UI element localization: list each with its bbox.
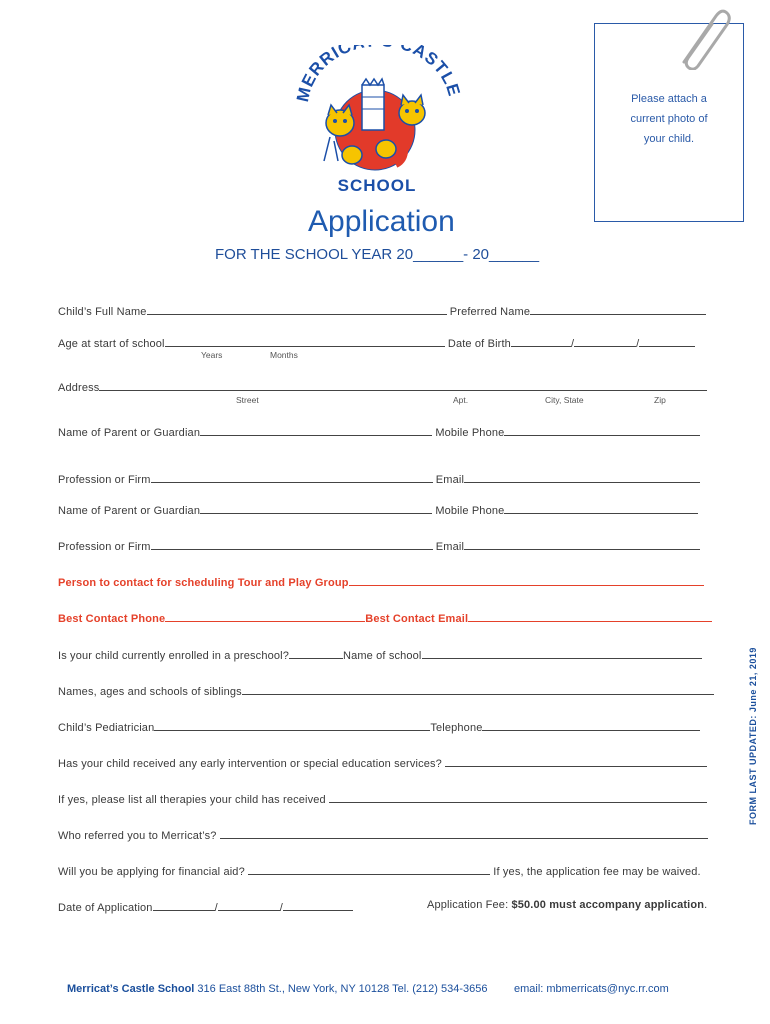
- intervention-question: Has your child received any early intervention or special education services?: [58, 758, 442, 770]
- siblings-label: Names, ages and schools of siblings: [58, 686, 242, 698]
- mobile2-label: Mobile Phone: [435, 505, 505, 517]
- pediatrician-field[interactable]: [154, 719, 430, 731]
- photo-instructions: [595, 89, 743, 149]
- preschool-answer-field[interactable]: [289, 647, 343, 659]
- city-state-caption: City, State: [545, 395, 584, 405]
- row-preschool: [58, 647, 702, 662]
- row-intervention: [58, 755, 707, 770]
- logo-school-text: SCHOOL: [337, 176, 417, 195]
- row-parent-1: [58, 424, 700, 439]
- date-app-day-field[interactable]: [218, 899, 280, 911]
- date-separator-2: /: [279, 902, 284, 914]
- email1-label: Email: [435, 474, 465, 486]
- years-caption: Years: [201, 350, 223, 360]
- best-email-field[interactable]: [468, 610, 712, 622]
- row-therapies: [58, 791, 707, 806]
- footer-email: email: mbmerricats@nyc.rr.com: [514, 983, 669, 995]
- best-phone-label: Best Contact Phone: [58, 613, 166, 625]
- fee-period: .: [704, 899, 708, 911]
- pediatrician-label: Child’s Pediatrician: [58, 722, 155, 734]
- profession1-field[interactable]: [151, 471, 433, 483]
- siblings-field[interactable]: [242, 683, 714, 695]
- logo-arc-text: MERRIC CASTLE: [293, 45, 464, 104]
- apt-caption: Apt.: [453, 395, 469, 405]
- row-profession-1: [58, 471, 700, 486]
- address-field[interactable]: [99, 379, 707, 391]
- row-profession-2: [58, 538, 700, 553]
- photo-line-2: current photo of: [630, 113, 708, 125]
- therapies-field[interactable]: [329, 791, 707, 803]
- best-phone-field[interactable]: [165, 610, 365, 622]
- child-name-field[interactable]: [147, 303, 447, 315]
- financial-note: If yes, the application fee may be waived.: [493, 866, 701, 878]
- profession2-field[interactable]: [151, 538, 433, 550]
- footer: [67, 983, 488, 995]
- preschool-question: Is your child currently enrolled in a preschool?: [58, 650, 289, 662]
- date-separator-1: /: [214, 902, 218, 914]
- photo-line-3: your child.: [643, 133, 695, 145]
- school-name-field[interactable]: [422, 647, 702, 659]
- row-child-name: [58, 303, 706, 318]
- email2-field[interactable]: [464, 538, 700, 550]
- telephone-label: Telephone: [430, 722, 483, 734]
- parent1-field[interactable]: [200, 424, 432, 436]
- mobile1-field[interactable]: [504, 424, 700, 436]
- form-updated-note: FORM LAST UPDATED: June 21, 2019: [748, 647, 758, 825]
- row-best-contact: [58, 610, 712, 625]
- zip-caption: Zip: [654, 395, 666, 405]
- intervention-field[interactable]: [445, 755, 707, 767]
- date-application-label: Date of Application: [58, 902, 153, 914]
- mobile1-label: Mobile Phone: [435, 427, 505, 439]
- email1-field[interactable]: [464, 471, 700, 483]
- date-app-year-field[interactable]: [283, 899, 353, 911]
- row-address: [58, 379, 707, 394]
- row-siblings: [58, 683, 714, 698]
- months-caption: Months: [270, 350, 298, 360]
- school-name-label: Name of school: [342, 650, 422, 662]
- preferred-name-label: Preferred Name: [449, 306, 531, 318]
- profession2-label: Profession or Firm: [58, 541, 151, 553]
- referred-question: Who referred you to Merricat’s?: [58, 830, 217, 842]
- dob-month-field[interactable]: [511, 335, 571, 347]
- logo-graphic: [290, 45, 465, 195]
- parent1-label: Name of Parent or Guardian: [58, 427, 201, 439]
- street-caption: Street: [236, 395, 259, 405]
- age-start-label: Age at start of school: [58, 338, 165, 350]
- parent2-label: Name of Parent or Guardian: [58, 505, 201, 517]
- row-age: [58, 335, 695, 350]
- row-date-application: [58, 899, 353, 914]
- row-referred: [58, 827, 708, 842]
- telephone-field[interactable]: [482, 719, 700, 731]
- dob-separator-2: /: [636, 338, 640, 350]
- therapies-question: If yes, please list all therapies your child has received: [58, 794, 326, 806]
- footer-address: 316 East 88th St., New York, NY 10128 Tel. (212) 534-3656: [197, 983, 488, 995]
- fee-value: $50.00 must accompany application: [511, 899, 705, 911]
- mobile2-field[interactable]: [504, 502, 698, 514]
- best-email-label: Best Contact Email: [365, 613, 469, 625]
- financial-field[interactable]: [248, 863, 490, 875]
- row-contact-person: [58, 574, 704, 589]
- address-label: Address: [58, 382, 100, 394]
- referred-field[interactable]: [220, 827, 708, 839]
- profession1-label: Profession or Firm: [58, 474, 151, 486]
- parent2-field[interactable]: [200, 502, 432, 514]
- contact-person-field[interactable]: [349, 574, 704, 586]
- child-name-label: Child’s Full Name: [58, 306, 147, 318]
- dob-day-field[interactable]: [574, 335, 636, 347]
- email2-label: Email: [435, 541, 465, 553]
- fee-label: Application Fee:: [427, 899, 509, 911]
- age-start-field[interactable]: [165, 335, 445, 347]
- dob-year-field[interactable]: [639, 335, 695, 347]
- contact-person-label: Person to contact for scheduling Tour and Play Group: [58, 577, 349, 589]
- preferred-name-field[interactable]: [530, 303, 706, 315]
- row-pediatrician: [58, 719, 700, 734]
- application-fee-note: [427, 899, 707, 911]
- page-title: Application: [308, 205, 455, 238]
- paperclip-icon: [672, 6, 732, 70]
- school-logo: [290, 45, 465, 195]
- date-app-month-field[interactable]: [153, 899, 215, 911]
- financial-question: Will you be applying for financial aid?: [58, 866, 245, 878]
- row-financial: [58, 863, 701, 878]
- footer-school-name: Merricat’s Castle School: [67, 983, 195, 995]
- school-year-subtitle: FOR THE SCHOOL YEAR 20______- 20______: [215, 246, 540, 263]
- photo-line-1: Please attach a: [631, 93, 707, 105]
- dob-separator-1: /: [570, 338, 575, 350]
- row-parent-2: [58, 502, 698, 517]
- dob-label: Date of Birth: [447, 338, 511, 350]
